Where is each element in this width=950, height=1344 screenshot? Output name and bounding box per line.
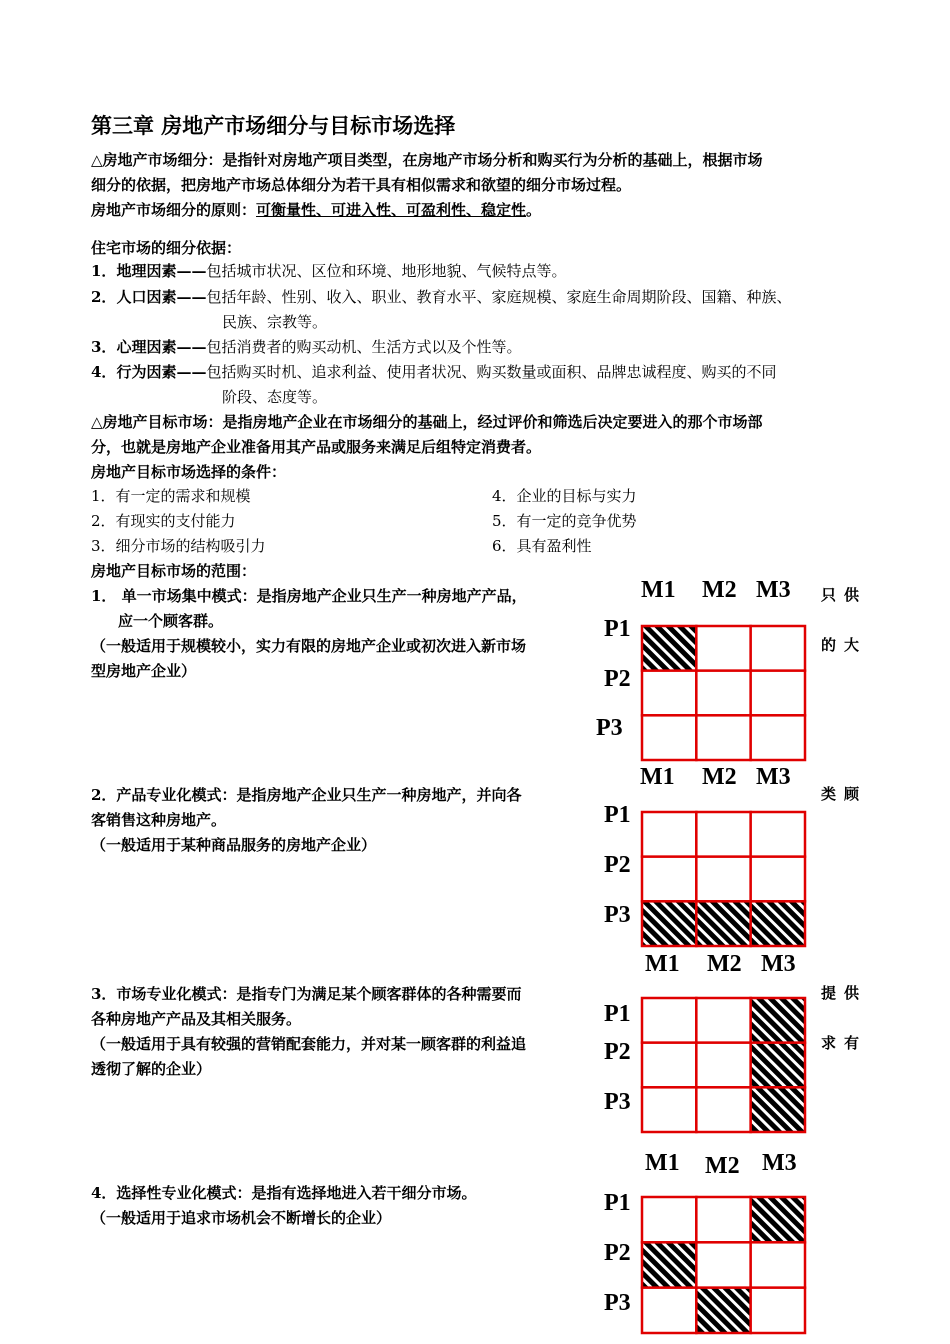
matrix-row-label: P3 bbox=[596, 715, 623, 741]
matrix-col-label: M2 bbox=[702, 764, 737, 790]
mode1-line3: （一般适用于规模较小，实力有限的房地产企业或初次进入新市场 bbox=[91, 637, 527, 655]
matrix-cell bbox=[751, 626, 805, 671]
matrix-col-label: M1 bbox=[645, 1150, 680, 1176]
matrix-cell-selected bbox=[696, 1288, 750, 1333]
matrix-row-label: P3 bbox=[604, 902, 631, 928]
matrix-col-label: M1 bbox=[645, 951, 680, 977]
matrix-col-label: M3 bbox=[762, 1150, 797, 1176]
mode2-line2: 客销售这种房地产。 bbox=[91, 811, 227, 829]
matrix-grid bbox=[640, 810, 807, 948]
matrix-cell bbox=[642, 715, 696, 760]
matrix-row-label: P2 bbox=[604, 666, 631, 692]
matrix-cell bbox=[642, 671, 696, 716]
basis-term: 人口因素—— bbox=[116, 288, 207, 306]
principle-prefix: 房地产市场细分的原则： bbox=[91, 201, 257, 219]
matrix-col-label: M3 bbox=[761, 951, 796, 977]
basis-term: 行为因素—— bbox=[116, 363, 207, 381]
mode3-line1: 3．市场专业化模式：是指专门为满足某个顾客群体的各种需要而 bbox=[91, 985, 522, 1003]
matrix-cell bbox=[696, 857, 750, 902]
matrix-cell-selected bbox=[751, 998, 805, 1043]
matrix-cell bbox=[696, 1087, 750, 1132]
matrix-cell bbox=[696, 1197, 750, 1242]
matrix-col-label: M1 bbox=[640, 764, 675, 790]
matrix-grid bbox=[640, 624, 807, 762]
matrix-cell bbox=[751, 857, 805, 902]
mode1-line1: 1． 单一市场集中模式：是指房地产企业只生产一种房地产产品， bbox=[91, 587, 527, 605]
matrix-cell bbox=[642, 1197, 696, 1242]
mode2-line3: （一般适用于某种商品服务的房地产企业） bbox=[91, 836, 377, 854]
basis-term: 地理因素—— bbox=[116, 262, 207, 280]
segmentation-definition-line1: △房地产市场细分：是指针对房地产项目类型，在房地产市场分析和购买行为分析的基础上，根据市场 bbox=[91, 151, 763, 169]
matrix-cell bbox=[696, 715, 750, 760]
matrix-col-label: M3 bbox=[756, 764, 791, 790]
matrix-cell-selected bbox=[642, 901, 696, 946]
basis-item-geographic bbox=[91, 259, 566, 284]
matrix-cell bbox=[696, 998, 750, 1043]
basis-heading: 住宅市场的细分依据： bbox=[91, 239, 242, 257]
matrix-cell-selected bbox=[751, 1043, 805, 1088]
matrix-cell-selected bbox=[751, 901, 805, 946]
matrix-col-label: M2 bbox=[707, 951, 742, 977]
matrix-cell bbox=[696, 1242, 750, 1287]
basis-desc: 包括购买时机、追求利益、使用者状况、购买数量或面积、品牌忠诚程度、购买的不同 bbox=[206, 363, 777, 381]
matrix-cell-selected bbox=[696, 901, 750, 946]
matrix-cell bbox=[696, 671, 750, 716]
scope-heading: 房地产目标市场的范围： bbox=[91, 562, 257, 580]
matrix-cell-selected bbox=[642, 626, 696, 671]
basis-desc: 包括年龄、性别、收入、职业、教育水平、家庭规模、家庭生命周期阶段、国籍、种族、 bbox=[206, 288, 792, 306]
condition-item: 2．有现实的支付能力 bbox=[91, 512, 236, 530]
matrix-cell bbox=[642, 998, 696, 1043]
matrix-row-label: P2 bbox=[604, 852, 631, 878]
matrix-cell-selected bbox=[751, 1087, 805, 1132]
basis-num: 4． bbox=[91, 363, 117, 381]
target-definition-line2: 分，也就是房地产企业准备用其产品或服务来满足后组特定消费者。 bbox=[91, 438, 542, 456]
basis-num: 1． bbox=[91, 262, 117, 280]
segmentation-definition-line2: 细分的依据，把房地产市场总体细分为若干具有相似需求和欲望的细分市场过程。 bbox=[91, 176, 632, 194]
matrix-row-label: P1 bbox=[604, 1001, 631, 1027]
page-title: 第三章 房地产市场细分与目标市场选择 bbox=[91, 113, 456, 138]
matrix-row-label: P3 bbox=[604, 1290, 631, 1316]
matrix-row-label: P2 bbox=[604, 1039, 631, 1065]
matrix-cell bbox=[751, 1288, 805, 1333]
principle-suffix: 。 bbox=[526, 201, 542, 219]
matrix-cell bbox=[751, 812, 805, 857]
matrix-cell bbox=[642, 857, 696, 902]
basis-item-demographic-cont: 民族、宗教等。 bbox=[222, 313, 328, 331]
side-fragment: 只供 bbox=[821, 586, 868, 604]
mode2-line1: 2．产品专业化模式：是指房地产企业只生产一种房地产，并向各 bbox=[91, 786, 522, 804]
basis-item-psychological bbox=[91, 335, 521, 360]
matrix-row-label: P3 bbox=[604, 1089, 631, 1115]
side-fragment: 的大 bbox=[821, 636, 868, 654]
matrix-cell bbox=[751, 715, 805, 760]
conditions-heading: 房地产目标市场选择的条件： bbox=[91, 463, 287, 481]
matrix-cell-selected bbox=[751, 1197, 805, 1242]
basis-desc: 包括消费者的购买动机、生活方式以及个性等。 bbox=[206, 338, 522, 356]
condition-item: 6．具有盈利性 bbox=[492, 537, 592, 555]
matrix-cell bbox=[696, 1043, 750, 1088]
condition-item: 3．细分市场的结构吸引力 bbox=[91, 537, 266, 555]
target-definition-line1: △房地产目标市场：是指房地产企业在市场细分的基础上，经过评价和筛选后决定要进入的那个市场部 bbox=[91, 413, 763, 431]
matrix-cell bbox=[696, 626, 750, 671]
matrix-cell bbox=[751, 671, 805, 716]
matrix-col-label: M1 bbox=[641, 577, 676, 603]
condition-item: 4．企业的目标与实力 bbox=[492, 487, 637, 505]
matrix-grid bbox=[640, 996, 807, 1134]
matrix-row-label: P2 bbox=[604, 1240, 631, 1266]
basis-term: 心理因素—— bbox=[116, 338, 207, 356]
matrix-col-label: M2 bbox=[705, 1153, 740, 1179]
matrix-row-label: P1 bbox=[604, 616, 631, 642]
mode4-line2: （一般适用于追求市场机会不断增长的企业） bbox=[91, 1209, 392, 1227]
matrix-col-label: M2 bbox=[702, 577, 737, 603]
basis-item-behavioral bbox=[91, 360, 776, 385]
basis-desc: 包括城市状况、区位和环境、地形地貌、气候特点等。 bbox=[206, 262, 567, 280]
side-fragment: 求有 bbox=[821, 1034, 868, 1052]
segmentation-principle bbox=[91, 198, 541, 223]
mode3-line3: （一般适用于具有较强的营销配套能力，并对某一顾客群的利益追 bbox=[91, 1035, 527, 1053]
matrix-cell bbox=[642, 812, 696, 857]
principle-value: 可衡量性、可进入性、可盈利性、稳定性 bbox=[256, 201, 527, 219]
mode3-line4: 透彻了解的企业） bbox=[91, 1060, 212, 1078]
mode4-line1: 4．选择性专业化模式：是指有选择地进入若干细分市场。 bbox=[91, 1184, 477, 1202]
mode1-line2: 应一个顾客群。 bbox=[118, 612, 224, 630]
condition-item: 1．有一定的需求和规模 bbox=[91, 487, 251, 505]
condition-item: 5．有一定的竞争优势 bbox=[492, 512, 637, 530]
matrix-cell-selected bbox=[642, 1242, 696, 1287]
matrix-cell bbox=[642, 1043, 696, 1088]
matrix-col-label: M3 bbox=[756, 577, 791, 603]
matrix-row-label: P1 bbox=[604, 802, 631, 828]
side-fragment: 类顾 bbox=[821, 785, 868, 803]
side-fragment: 提供 bbox=[821, 984, 868, 1002]
matrix-cell bbox=[642, 1087, 696, 1132]
matrix-cell bbox=[751, 1242, 805, 1287]
basis-num: 3． bbox=[91, 338, 117, 356]
matrix-cell bbox=[696, 812, 750, 857]
matrix-grid bbox=[640, 1195, 807, 1335]
matrix-row-label: P1 bbox=[604, 1190, 631, 1216]
mode1-line4: 型房地产企业） bbox=[91, 662, 197, 680]
basis-item-behavioral-cont: 阶段、态度等。 bbox=[222, 388, 328, 406]
matrix-cell bbox=[642, 1288, 696, 1333]
basis-item-demographic bbox=[91, 285, 791, 310]
mode3-line2: 各种房地产产品及其相关服务。 bbox=[91, 1010, 302, 1028]
basis-num: 2． bbox=[91, 288, 117, 306]
